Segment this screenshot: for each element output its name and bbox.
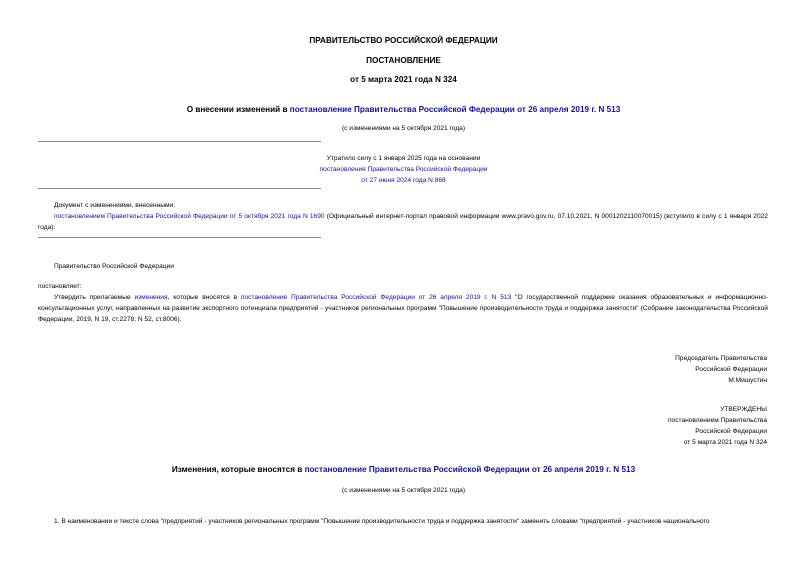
title-revision-note: (с изменениями на 5 октября 2021 года): [341, 125, 466, 132]
expired-line: Утратило силу с 1 января 2025 года на основании: [326, 155, 481, 162]
changes-title-link[interactable]: постановление Правительства Российской Федерации от 26 апреля 2019 г. N 513: [304, 465, 636, 474]
signature-block: [675, 353, 767, 386]
government-heading: ПРАВИТЕЛЬСТВО РОССИЙСКОЙ ФЕДЕРАЦИИ: [309, 36, 498, 45]
approved-country: Российской Федерации: [695, 428, 767, 435]
expired-notice: [0, 153, 807, 186]
title-prefix: О внесении изменений в: [186, 105, 290, 114]
amendments-label: Документ с изменениями, внесенными:: [54, 202, 176, 209]
approved-block: [668, 404, 767, 448]
approved-heading: УТВЕРЖДЕНЫ: [720, 406, 767, 413]
document-date: от 5 марта 2021 года N 324: [350, 75, 457, 84]
divider: [38, 141, 321, 142]
document-title: [0, 105, 807, 114]
change-item-1: 1. В наименовании и тексте слова "предприятий - участников региональных программ "Повышение производительности труда и поддержка занятости" заменить словами "предприятий - участников национального: [54, 518, 710, 525]
document-type: ПОСТАНОВЛЕНИЕ: [366, 56, 441, 65]
approved-date: от 5 марта 2021 года N 324: [683, 439, 767, 446]
amendments-text: [38, 211, 768, 233]
changes-prefix: Изменения, которые вносятся в: [171, 465, 305, 474]
changes-revision-note: (с изменениями на 5 октября 2021 года): [341, 487, 466, 494]
divider: [38, 237, 321, 238]
approved-by: постановлением Правительства: [667, 417, 767, 424]
paragraph-start: Утвердить прилагаемые: [54, 294, 135, 301]
expired-link-2[interactable]: от 27 июня 2024 года N 868: [361, 177, 446, 184]
amendments-link[interactable]: постановлением Правительства Российской Федерации от 5 октября 2021 года N 1690: [54, 213, 325, 220]
decree-paragraph: [38, 292, 768, 325]
decree-513-link[interactable]: постановление Правительства Российской Федерации от 26 апреля 2019 г. N 513: [240, 294, 512, 301]
signature-country: Российской Федерации: [695, 366, 767, 373]
changes-link[interactable]: изменения: [134, 294, 168, 301]
changes-title: [0, 465, 807, 474]
signature-name: М.Мишустин: [728, 377, 767, 384]
decides-label: постановляет:: [38, 283, 82, 290]
divider: [38, 188, 321, 189]
paragraph-end: "О государственной поддержке оказания образовательных и информационно-консультационных услуг, направленных на развитие экспортного потенциала предприятий - участников региональных программ "Повышение производительности труда и поддержка занятости" (Собрание законодательства Российской Федерации, 2019, N 19, ст.2278; N 52, ст.8006).: [38, 294, 768, 323]
signature-position: Председатель Правительства: [675, 355, 767, 362]
government-name: Правительство Российской Федерации: [54, 263, 174, 270]
paragraph-middle: , которые вносятся в: [167, 294, 241, 301]
expired-link-1[interactable]: постановления Правительства Российской Федерации: [319, 166, 488, 173]
title-link[interactable]: постановление Правительства Российской Федерации от 26 апреля 2019 г. N 513: [289, 105, 621, 114]
amendments-details: (Официальный интернет-портал правовой информации www.pravo.gov.ru, 07.10.2021, N 0001202110070015) (вступило в силу с 1 января 2022 года).: [38, 213, 768, 231]
